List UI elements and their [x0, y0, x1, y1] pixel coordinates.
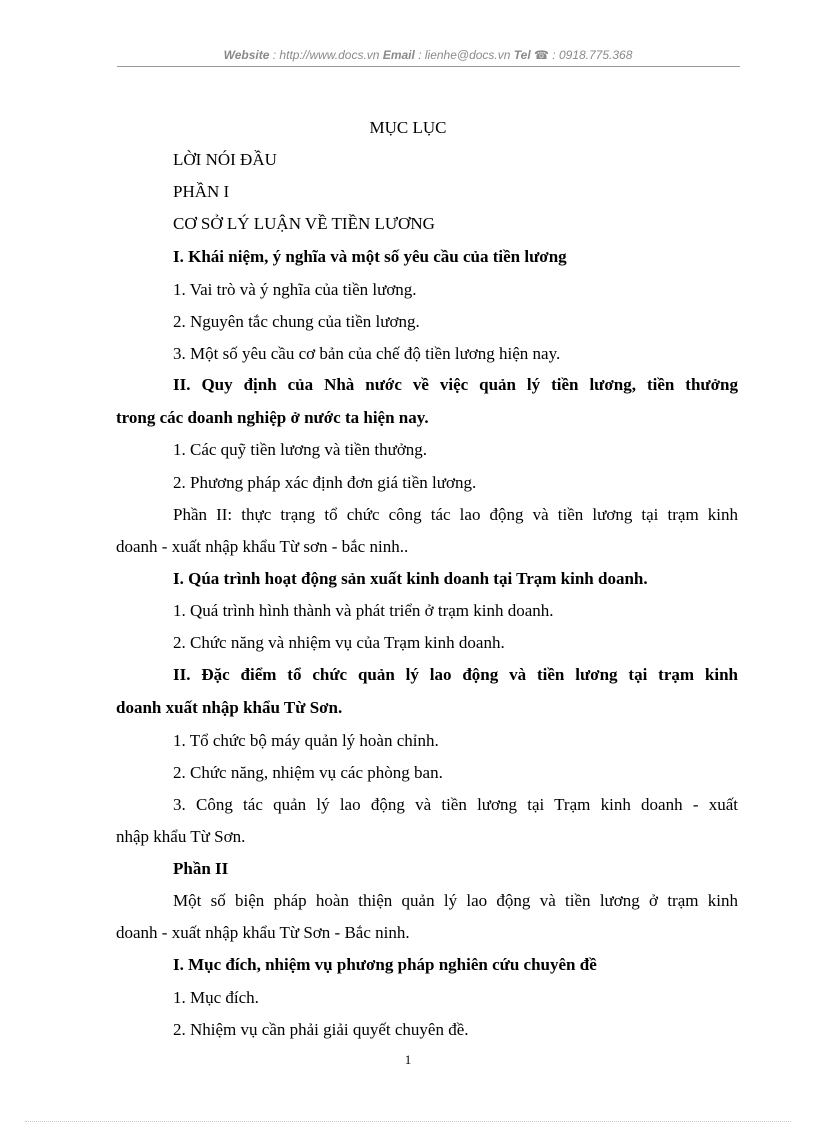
tel-label: Tel	[513, 48, 531, 62]
page-title: MỤC LỤC	[369, 118, 447, 137]
page-header	[117, 48, 739, 62]
header-divider	[117, 66, 740, 67]
toc-entry: 2. Phương pháp xác định đơn giá tiền lương.	[173, 473, 477, 492]
tel-value: ☎ : 0918.775.368	[534, 48, 633, 62]
toc-entry: 1. Tổ chức bộ máy quản lý hoàn chỉnh.	[173, 731, 439, 750]
toc-entry: 2. Nguyên tắc chung của tiền lương.	[173, 312, 420, 331]
toc-entry: 2. Chức năng và nhiệm vụ của Trạm kinh doanh.	[173, 633, 505, 652]
toc-part-heading-cont: doanh - xuất nhập khẩu Từ sơn - bắc ninh..	[116, 537, 409, 556]
toc-entry: 2. Nhiệm vụ cần phải giải quyết chuyên đề.	[173, 1020, 469, 1039]
toc-section-heading: I. Mục đích, nhiệm vụ phương pháp nghiên cứu chuyên đề	[173, 955, 597, 974]
toc-part-heading: Phần II	[173, 859, 229, 878]
toc-entry: 1. Vai trò và ý nghĩa của tiền lương.	[173, 280, 417, 299]
toc-part-heading: Phần II: thực trạng tổ chức công tác lao động và tiền lương tại trạm kinh	[173, 505, 738, 524]
toc-entry: 1. Các quỹ tiền lương và tiền thưởng.	[173, 440, 428, 459]
toc-section-heading: I. Qúa trình hoạt động sản xuất kinh doanh tại Trạm kinh doanh.	[173, 569, 648, 588]
toc-entry: LỜI NÓI ĐẦU	[173, 150, 277, 169]
toc-section-heading-cont: trong các doanh nghiệp ở nước ta hiện nay.	[116, 408, 429, 427]
email-value: : lienhe@docs.vn	[418, 48, 511, 62]
toc-part-subtitle: Một số biện pháp hoàn thiện quản lý lao động và tiền lương ở trạm kinh	[173, 891, 738, 910]
toc-entry: 3. Công tác quản lý lao động và tiền lương tại Trạm kinh doanh - xuất	[173, 795, 738, 814]
page-bottom-divider	[25, 1121, 791, 1122]
toc-section-heading: I. Khái niệm, ý nghĩa và một số yêu cầu của tiền lương	[173, 247, 567, 266]
toc-entry: 3. Một số yêu cầu cơ bản của chế độ tiền lương hiện nay.	[173, 344, 561, 363]
toc-entry: 1. Quá trình hình thành và phát triển ở trạm kinh doanh.	[173, 601, 554, 620]
toc-entry: CƠ SỞ LÝ LUẬN VỀ TIỀN LƯƠNG	[173, 214, 435, 233]
toc-section-heading-cont: doanh xuất nhập khẩu Từ Sơn.	[116, 698, 343, 717]
website-label: Website	[223, 48, 270, 62]
page-number: 1	[404, 1052, 412, 1067]
toc-part-subtitle-cont: doanh - xuất nhập khẩu Từ Sơn - Bắc ninh.	[116, 923, 410, 942]
toc-section-heading: II. Đặc điểm tổ chức quản lý lao động và tiền lương tại trạm kinh	[173, 665, 738, 684]
toc-entry: 1. Mục đích.	[173, 988, 259, 1007]
toc-entry: 2. Chức năng, nhiệm vụ các phòng ban.	[173, 763, 443, 782]
email-label: Email	[382, 48, 415, 62]
toc-entry: PHẦN I	[173, 182, 230, 201]
toc-entry-cont: nhập khẩu Từ Sơn.	[116, 827, 246, 846]
website-value: : http://www.docs.vn	[272, 48, 380, 62]
toc-section-heading: II. Quy định của Nhà nước về việc quản lý tiền lương, tiền thưởng	[173, 375, 738, 394]
